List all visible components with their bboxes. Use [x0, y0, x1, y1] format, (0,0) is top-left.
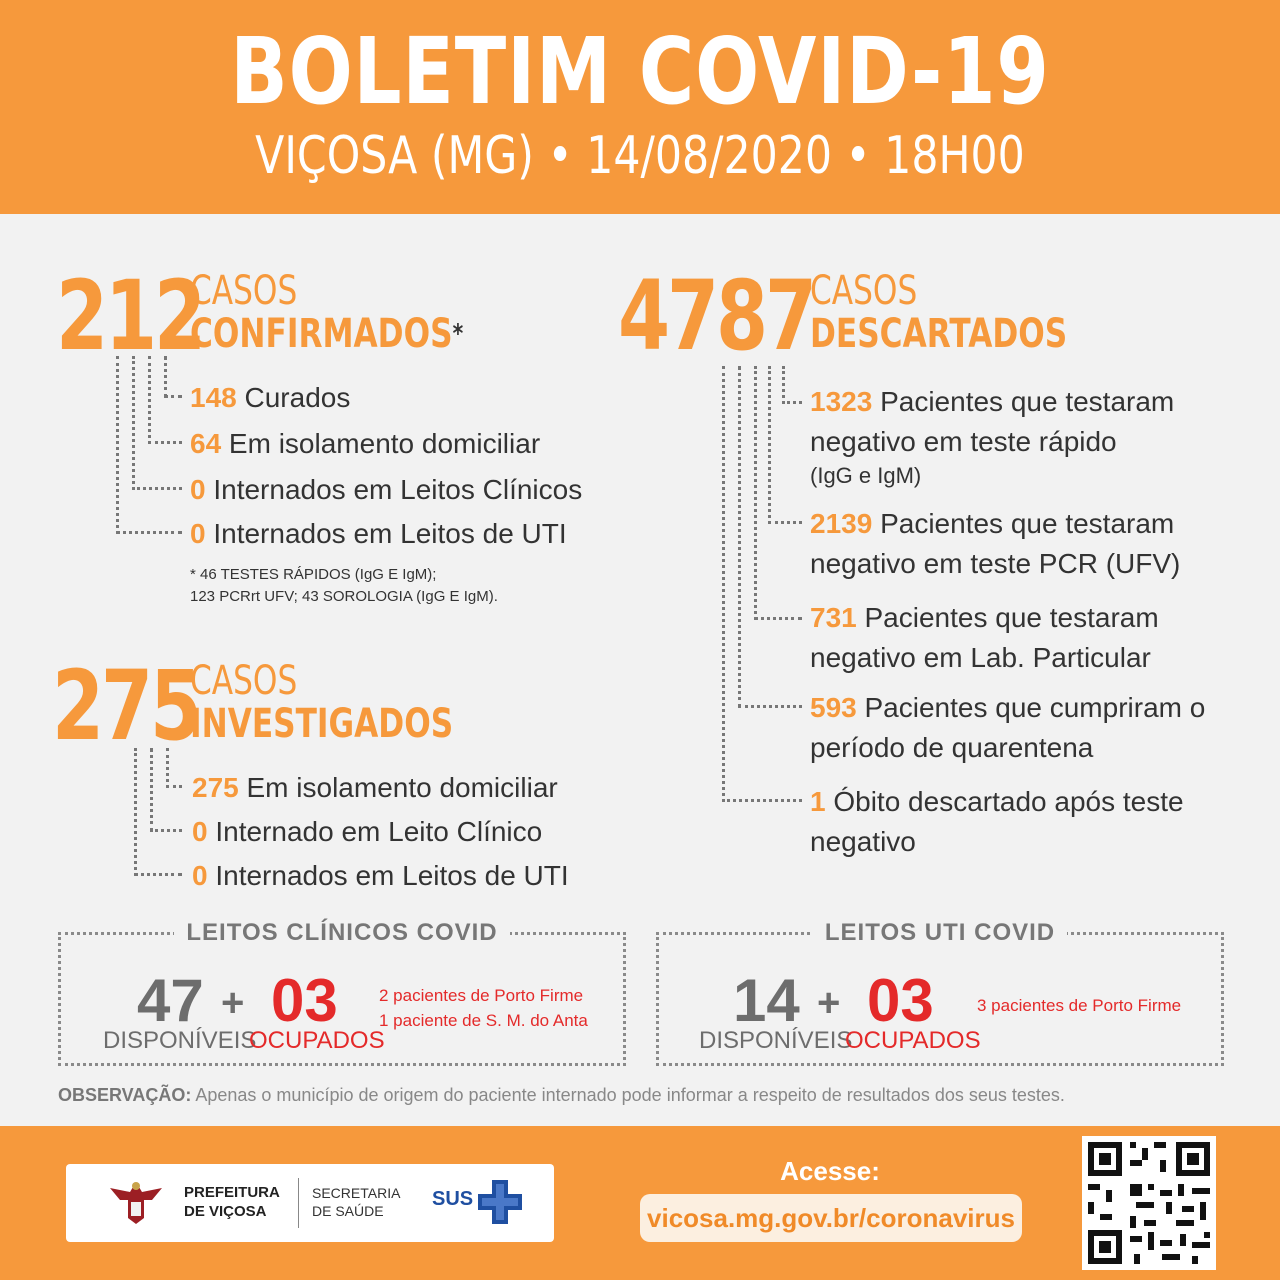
observation-note [58, 1085, 1065, 1106]
discarded-item: 731 Pacientes que testaram negativo em Lab. Particular [810, 602, 1159, 673]
investigated-label-line1: CASOS [190, 658, 298, 704]
bulletin-subtitle: VIÇOSA (MG) • 14/08/2020 • 18H00 [255, 126, 1025, 186]
city-crest-icon [104, 1178, 168, 1228]
clinical-beds-box [58, 919, 626, 1066]
confirmed-item: 148 Curados [190, 382, 351, 413]
discarded-item: 2139 Pacientes que testaram negativo em teste PCR (UFV) [810, 508, 1181, 579]
discarded-item: 1323 Pacientes que testaram negativo em teste rápido (IgG e IgM) [810, 386, 1175, 488]
investigated-label [190, 660, 453, 746]
clinical-available-count: 47 [137, 967, 204, 1034]
confirmed-label-line1: CASOS [190, 268, 298, 314]
logo-divider [298, 1178, 299, 1228]
icu-available-count: 14 [733, 967, 800, 1034]
investigated-label-line2: INVESTIGADOS [190, 701, 454, 747]
confirmed-item: 0 Internados em Leitos de UTI [190, 518, 567, 549]
icu-beds-title: LEITOS UTI COVID [813, 919, 1067, 946]
bulletin-title: BOLETIM COVID-19 [230, 18, 1050, 125]
website-link[interactable]: vicosa.mg.gov.br/coronavirus [640, 1194, 1022, 1242]
sus-logo-text: SUS [432, 1188, 474, 1210]
icu-available-label: DISPONÍVEIS [699, 1027, 853, 1054]
icu-beds-box [656, 919, 1224, 1066]
icu-beds-note: 3 pacientes de Porto Firme [977, 996, 1182, 1015]
clinical-occupied-count: 03 [271, 967, 338, 1034]
logo-card [66, 1164, 554, 1242]
clinical-beds-note: 2 pacientes de Porto Firme 1 paciente de S. M. do Anta [379, 986, 588, 1030]
confirmed-asterisk: * [452, 319, 464, 349]
footer-banner [0, 1126, 1280, 1280]
confirmed-item: 0 Internados em Leitos Clínicos [190, 474, 583, 505]
confirmed-item: 64 Em isolamento domiciliar [190, 428, 541, 459]
confirmed-label-line2: CONFIRMADOS [190, 311, 453, 357]
discarded-label [810, 270, 1067, 356]
plus-sign: + [817, 981, 841, 1025]
confirmed-label [190, 270, 463, 356]
icu-occupied-label: OCUPADOS [845, 1027, 981, 1054]
investigated-item: 0 Internado em Leito Clínico [192, 816, 543, 847]
discarded-item: 1 Óbito descartado após teste negativo [810, 786, 1184, 857]
discarded-count: 4787 [618, 260, 814, 372]
discarded-label-line1: CASOS [810, 268, 918, 314]
clinical-occupied-label: OCUPADOS [249, 1027, 385, 1054]
clinical-available-label: DISPONÍVEIS [103, 1027, 257, 1054]
investigated-tree-line [166, 748, 182, 788]
clinical-beds-title: LEITOS CLÍNICOS COVID [174, 919, 509, 946]
tests-footnote: * 46 TESTES RÁPIDOS (IgG E IgM); 123 PCRrt UFV; 43 SOROLOGIA (IgG E IgM). [190, 566, 498, 605]
discarded-item: 593 Pacientes que cumpriram o período de quarentena [810, 692, 1206, 763]
investigated-count: 275 [52, 650, 199, 762]
secretaria-name: SECRETARIA DE SAÚDE [312, 1185, 401, 1219]
header-banner [0, 0, 1280, 214]
discarded-label-line2: DESCARTADOS [810, 311, 1068, 357]
observation-label: OBSERVAÇÃO: [58, 1085, 192, 1105]
plus-sign: + [221, 981, 245, 1025]
investigated-item: 0 Internados em Leitos de UTI [192, 860, 569, 891]
qr-code-icon[interactable] [1082, 1136, 1216, 1270]
sus-cross-icon [476, 1178, 524, 1226]
confirmed-tree-line [164, 356, 182, 398]
acesse-label: Acesse: [780, 1156, 880, 1186]
investigated-item: 275 Em isolamento domiciliar [192, 772, 558, 803]
observation-text: Apenas o município de origem do paciente internado pode informar a respeito de resultados dos seus testes. [191, 1085, 1065, 1105]
icu-occupied-count: 03 [867, 967, 934, 1034]
discarded-tree-line [782, 366, 802, 404]
prefeitura-name: PREFEITURA DE VIÇOSA [184, 1184, 280, 1220]
confirmed-count: 212 [56, 260, 203, 372]
